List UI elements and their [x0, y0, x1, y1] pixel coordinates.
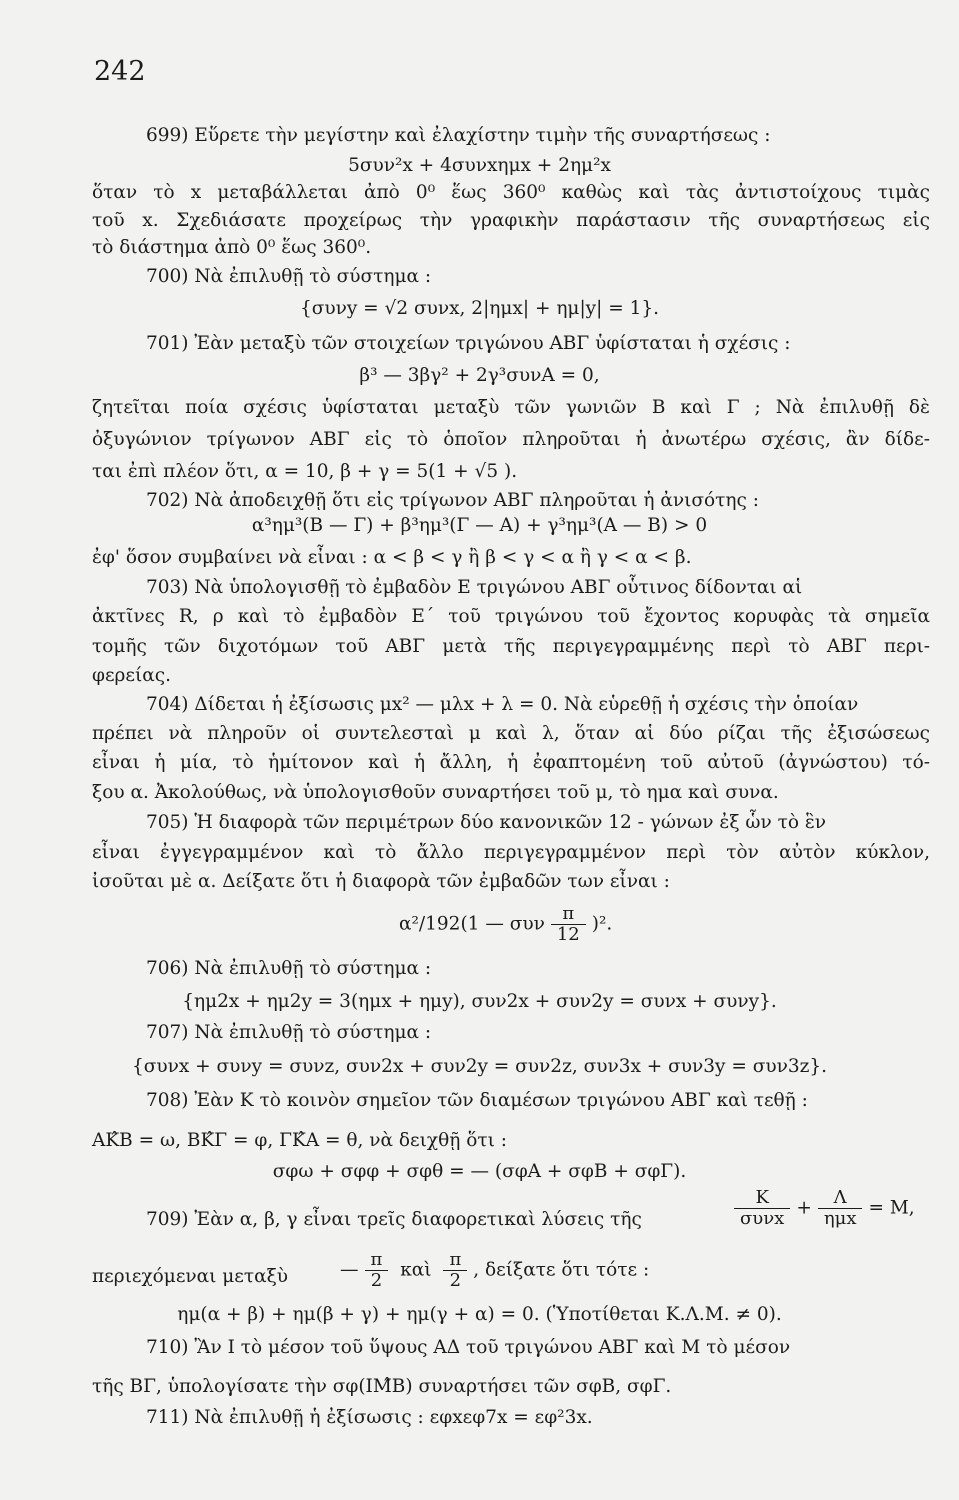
problem-704-line-1: 704) Δίδεται ἡ ἐξίσωσις μx² — μλx + λ = 0. Νὰ εὑρεθῇ ἡ σχέσις τὴν ὁποίαν	[146, 694, 859, 715]
f709-k: Κ	[734, 1188, 790, 1209]
problem-703-line-1: 703) Νὰ ὑπολογισθῇ τὸ ἐμβαδὸν Ε τριγώνου ΑΒΓ οὗτινος δίδονται αἱ	[146, 577, 803, 598]
page-number: 242	[94, 56, 146, 87]
problem-702-line-1: 702) Νὰ ἀποδειχθῇ ὅτι εἰς τρίγωνον ΑΒΓ πληροῦται ἡ ἀνισότης :	[146, 490, 759, 511]
problem-711-line-1: 711) Νὰ ἐπιλυθῇ ἡ ἐξίσωσις : εφxεφ7x = εφ²3x.	[146, 1407, 593, 1428]
f709b-fraction-2	[443, 1250, 467, 1291]
problem-709-formula-2: ημ(α + β) + ημ(β + γ) + ημ(γ + α) = 0. (Ὑποτίθεται Κ.Λ.Μ. ≠ 0).	[177, 1304, 782, 1325]
f709b-den2: 2	[449, 1270, 462, 1291]
problem-709-formula	[728, 1188, 915, 1229]
f709-plus: +	[796, 1197, 812, 1219]
problem-700-formula: {συνy = √2 συνx, 2|ημx| + ημ|y| = 1}.	[299, 298, 660, 319]
f705-fraction	[551, 904, 586, 945]
f709b-fraction-1	[365, 1250, 389, 1291]
f705-post: )².	[591, 913, 613, 935]
f709-l: Λ	[818, 1188, 863, 1209]
problem-708-line-1: 708) Ἐὰν Κ τὸ κοινὸν σημεῖον τῶν διαμέσων τριγώνου ΑΒΓ καὶ τεθῇ :	[146, 1090, 808, 1111]
problem-699-formula: 5συν²x + 4συνxημx + 2ημ²x	[348, 155, 611, 176]
problem-708-line-2: ΑΚ̂Β = ω, ΒΚ̂Γ = φ, ΓΚ̂Α = θ, νὰ δειχθῇ ὅτι :	[92, 1130, 507, 1151]
problem-703-line-4: φερείας.	[92, 665, 171, 686]
problem-705-line-1: 705) Ἡ διαφορὰ τῶν περιμέτρων δύο κανονικῶν 12 - γώνων ἐξ ὧν τὸ ἓν	[146, 812, 827, 833]
problem-703-line-3: τομῆς τῶν διχοτόμων τοῦ ΑΒΓ μετὰ τῆς περιγεγραμμένης περὶ τὸ ΑΒΓ περι-	[92, 636, 930, 657]
problem-701-line-2: ζητεῖται ποία σχέσις ὑφίσταται μεταξὺ τῶν γωνιῶν Β καὶ Γ ; Νὰ ἐπιλυθῇ δὲ	[92, 397, 930, 418]
problem-704-line-4: ξου α. Ἀκολούθως, νὰ ὑπολογισθοῦν συναρτήσει τοῦ μ, τὸ ημα καὶ συνα.	[92, 782, 779, 803]
problem-710-line-1: 710) Ἂν Ι τὸ μέσον τοῦ ὕψους ΑΔ τοῦ τριγώνου ΑΒΓ καὶ Μ τὸ μέσον	[146, 1337, 791, 1358]
f709-lden: ημx	[823, 1208, 857, 1229]
f709-kden: συνx	[740, 1208, 785, 1229]
f709b-num1: π	[365, 1250, 389, 1271]
problem-702-line-2: ἐφ' ὅσον συμβαίνει νὰ εἶναι : α < β < γ ἢ β < γ < α ἢ γ < α < β.	[92, 547, 692, 568]
problem-710-line-2: τῆς ΒΓ, ὑπολογίσατε τὴν σφ(ΙΜ̂Β) συναρτήσει τῶν σφΒ, σφΓ.	[92, 1376, 672, 1397]
f709-post: = Μ,	[868, 1197, 915, 1219]
f705-den: 12	[556, 924, 580, 945]
problem-699-line-4: τὸ διάστημα ἀπὸ 0⁰ ἕως 360⁰.	[92, 237, 372, 258]
problem-706-line-1: 706) Νὰ ἐπιλυθῇ τὸ σύστημα :	[146, 958, 432, 979]
problem-699-line-3: τοῦ x. Σχεδιάσατε προχείρως τὴν γραφικὴν παράστασιν τῆς συναρτήσεως εἰς	[92, 210, 930, 231]
problem-699-line-1: 699) Εὕρετε τὴν μεγίστην καὶ ἐλαχίστην τιμὴν τῆς συναρτήσεως :	[146, 125, 771, 146]
problem-705-line-3: ἰσοῦται μὲ α. Δείξατε ὅτι ἡ διαφορὰ τῶν ἐμβαδῶν των εἶναι :	[92, 871, 670, 892]
f705-num: π	[551, 904, 586, 925]
problem-707-formula: {συνx + συνy = συνz, συν2x + συν2y = συν2z, συν3x + συν3y = συν3z}.	[131, 1056, 828, 1077]
f709b-den1: 2	[370, 1270, 383, 1291]
problem-700-line-1: 700) Νὰ ἐπιλυθῇ τὸ σύστημα :	[146, 266, 432, 287]
problem-706-formula: {ημ2x + ημ2y = 3(ημx + ημy), συν2x + συν2y = συνx + συνy}.	[182, 991, 777, 1012]
problem-704-line-3: εἶναι ἡ μία, τὸ ἡμίτονον καὶ ἡ ἄλλη, ἡ ἐφαπτομένη τοῦ αὐτοῦ (ἀγνώστου) τό-	[92, 752, 930, 773]
problem-705-formula	[399, 904, 612, 945]
problem-701-line-1: 701) Ἐὰν μεταξὺ τῶν στοιχείων τριγώνου ΑΒΓ ὑφίσταται ἡ σχέσις :	[146, 333, 791, 354]
problem-704-line-2: πρέπει νὰ πληροῦν οἱ συντελεσταὶ μ καὶ λ, ὅταν αἱ δύο ρίζαι τῆς ἐξισώσεως	[92, 723, 930, 744]
problem-703-line-2: ἀκτῖνες R, ρ καὶ τὸ ἐμβαδὸν Ε΄ τοῦ τριγώνου τοῦ ἔχοντος κορυφὰς τὰ σημεῖα	[92, 606, 930, 627]
f709b-kai: καὶ	[400, 1259, 432, 1281]
problem-708-formula: σφω + σφφ + σφθ = — (σφΑ + σφΒ + σφΓ).	[272, 1161, 687, 1182]
problem-701-line-4: ται ἐπὶ πλέον ὅτι, α = 10, β + γ = 5(1 + √5 ).	[92, 461, 518, 482]
f709-fraction-l	[818, 1188, 863, 1229]
f709b-post: , δείξατε ὅτι τότε :	[473, 1259, 650, 1281]
problem-701-formula: β³ — 3βγ² + 2γ³συνΑ = 0,	[359, 365, 600, 386]
f709b-minus: —	[340, 1259, 359, 1281]
problem-709-line-2: περιεχόμεναι μεταξὺ	[92, 1266, 289, 1287]
f705-pre: α²/192(1 — συν	[399, 913, 545, 935]
problem-705-line-2: εἶναι ἐγγεγραμμένον καὶ τὸ ἄλλο περιγεγραμμένον περὶ τὸν αὐτὸν κύκλον,	[92, 842, 930, 863]
problem-707-line-1: 707) Νὰ ἐπιλυθῇ τὸ σύστημα :	[146, 1022, 432, 1043]
f709-fraction-k	[734, 1188, 790, 1229]
problem-709-range	[340, 1250, 649, 1291]
problem-709-line-1: 709) Ἐὰν α, β, γ εἶναι τρεῖς διαφορετικαὶ λύσεις τῆς	[146, 1209, 642, 1230]
problem-702-formula: α³ημ³(Β — Γ) + β³ημ³(Γ — Α) + γ³ημ³(Α — Β) > 0	[251, 515, 708, 536]
f709b-num2: π	[443, 1250, 467, 1271]
problem-699-line-2: ὅταν τὸ x μεταβάλλεται ἀπὸ 0⁰ ἕως 360⁰ καθὼς καὶ τὰς ἀντιστοίχους τιμὰς	[92, 182, 930, 203]
problem-701-line-3: ὀξυγώνιον τρίγωνον ΑΒΓ εἰς τὸ ὁποῖον πληροῦται ἡ ἀνωτέρω σχέσις, ἂν δίδε-	[92, 429, 930, 450]
